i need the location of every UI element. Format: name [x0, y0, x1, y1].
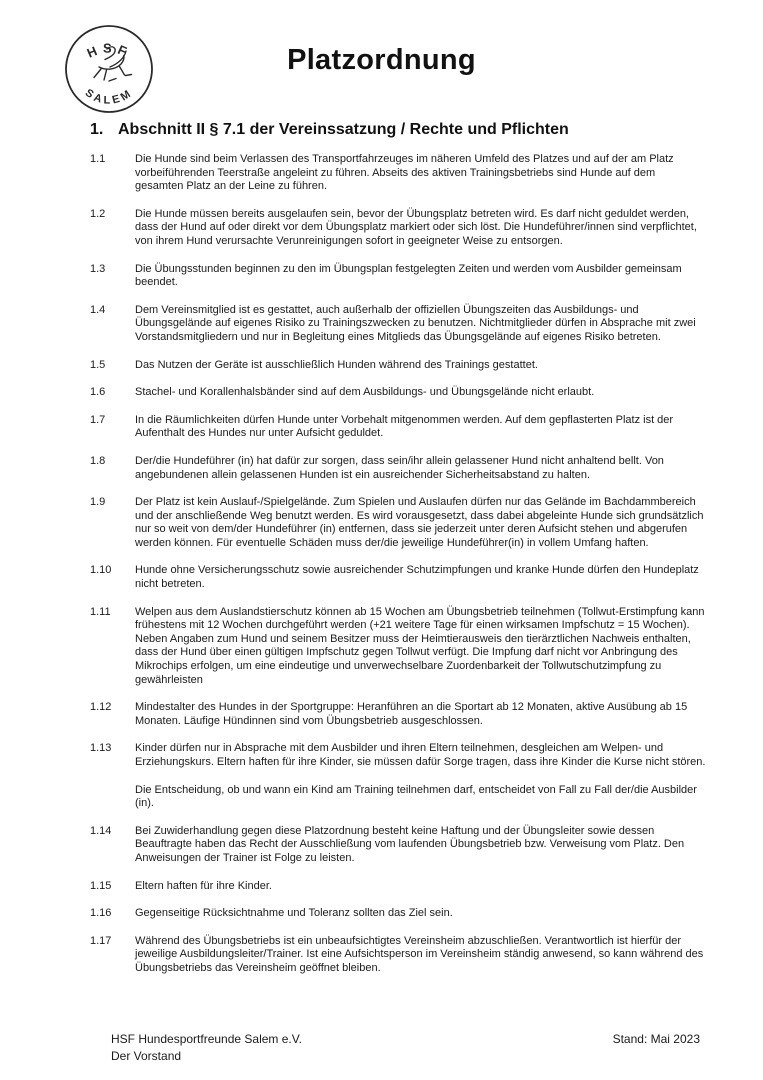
- rule-paragraph: Stachel- und Korallenhalsbänder sind auf dem Ausbildungs- und Übungsgelände nicht erlaubt.: [135, 386, 595, 399]
- rule-text: [135, 742, 706, 810]
- rule-text: [135, 880, 706, 894]
- rule-item: [90, 907, 706, 921]
- footer-left-block: [111, 1031, 302, 1065]
- rule-text: [135, 907, 706, 921]
- rule-item: [90, 564, 706, 591]
- rule-number: 1.7: [90, 413, 106, 426]
- logo-top-text: HSF: [84, 40, 134, 61]
- rule-number: 1.9: [90, 496, 106, 509]
- section-number: 1.: [90, 121, 104, 138]
- rule-number: 1.4: [90, 303, 106, 316]
- rule-paragraph: Gegenseitige Rücksichtnahme und Toleranz sollten das Ziel sein.: [135, 907, 453, 920]
- rule-item: [90, 414, 706, 441]
- rule-paragraph-continued: Die Entscheidung, ob und wann ein Kind am Training teilnehmen darf, entscheidet von Fall zu Fall der/die Ausbilder (in).: [135, 783, 697, 810]
- rule-paragraph: Bei Zuwiderhandlung gegen diese Platzordnung besteht keine Haftung und der Übungsleiter sowie dessen Beauftragte haben das Recht der Ausschließung vom laufenden Übungsbetrieb bzw. Verweisung vom Platz. Den Anweisungen der Trainer ist Folge zu leisten.: [135, 824, 685, 864]
- rule-number: 1.1: [90, 153, 106, 165]
- rule-text: [135, 386, 706, 400]
- rule-text: [135, 564, 706, 591]
- rule-item: [90, 304, 706, 345]
- rule-text: [135, 455, 706, 482]
- rule-item: [90, 455, 706, 482]
- rule-text: [135, 606, 706, 688]
- rule-paragraph: Kinder dürfen nur in Absprache mit dem Ausbilder und ihren Eltern teilnehmen, desgleichen am Welpen- und Erziehungskurs. Eltern haften für ihre Kinder, sie müssen dafür Sorge tragen, dass ihre Kinder die Kurse nicht stören.: [135, 742, 706, 768]
- rule-paragraph: Welpen aus dem Auslandstierschutz können ab 15 Wochen am Übungsbetrieb teilnehmen (Tollwut-Erstimpfung kann frühestens mit 12 Wochen durchgeführt werden (+21 weitere Tage für einen wirksamen Impfschutz = 15 Wochen). Neben Angaben zum Hund und seinem Besitzer muss der Heimtierausweis den tierärztlichen Nachweis enthalten, dass der Hund über einen gültigen Impfschutz gegen Tollwut verfügt. Die Impfung darf nicht vor Anbringung des Mikrochips erfolgen, um eine eindeutige und unverwechselbare Zuordenbarkeit der Tollwutschutzimpfung zu gewährleisten: [135, 605, 705, 686]
- rule-text: [135, 935, 706, 976]
- rule-number: 1.16: [90, 907, 112, 920]
- rule-number: 1.13: [90, 742, 112, 755]
- rule-number: 1.11: [90, 605, 111, 618]
- rule-item: [90, 742, 706, 810]
- footer-organization: HSF Hundesportfreunde Salem e.V.: [111, 1032, 302, 1046]
- rule-paragraph: Mindestalter des Hundes in der Sportgruppe: Heranführen an die Sportart ab 12 Monaten, aktive Ausübung ab 15 Monaten. Läufige Hündinnen sind vom Übungsbetrieb ausgeschlossen.: [135, 701, 688, 727]
- rule-text: [135, 208, 706, 249]
- rule-paragraph: Die Hunde müssen bereits ausgelaufen sein, bevor der Übungsplatz betreten wird. Es darf nicht geduldet werden, dass der Hund auf oder direkt vor dem Übungsplatz markiert oder sich löst. Die Hundeführer/innen sind verpflichtet, von ihrem Hund verursachte Verunreinigungen sofort in geeigneter Weise zu entsorgen.: [135, 207, 697, 247]
- rule-number: 1.17: [90, 934, 112, 947]
- rule-paragraph: Das Nutzen der Geräte ist ausschließlich Hunden während des Trainings gestattet.: [135, 358, 538, 371]
- rule-paragraph: Dem Vereinsmitglied ist es gestattet, auch außerhalb der offiziellen Übungszeiten das Ausbildungs- und Übungsgelände auf eigenes Risiko zu Trainingszwecken zu benutzen. Nichtmitglieder dürfen in Absprache mit zwei Vorstandsmitgliedern und nur in Begleitung eines Mitglieds das Übungsgelände auf eigenes Risiko betreten.: [135, 303, 696, 343]
- rule-number: 1.14: [90, 824, 112, 837]
- footer-signature: Der Vorstand: [111, 1049, 182, 1063]
- rule-item: [90, 880, 706, 894]
- rule-item: [90, 263, 706, 290]
- rule-item: [90, 208, 706, 249]
- section-title: Abschnitt II § 7.1 der Vereinssatzung / Rechte und Pflichten: [118, 121, 569, 138]
- rule-number: 1.12: [90, 701, 112, 714]
- rules-section: [90, 120, 706, 990]
- rule-number: 1.8: [90, 454, 106, 467]
- rule-item: [90, 935, 706, 976]
- rule-item: [90, 359, 706, 373]
- page-footer: [111, 1031, 700, 1065]
- rule-paragraph: Die Hunde sind beim Verlassen des Transportfahrzeuges im näheren Umfeld des Platzes und auf der am Platz vorbeiführenden Teerstraße angeleint zu führen. Abseits des aktiven Trainingsbetriebs sind Hunde auf dem gesamten Platz an der Leine zu führen.: [135, 153, 674, 193]
- rule-text: [135, 153, 706, 194]
- rule-text: [135, 414, 706, 441]
- rule-paragraph: Der/die Hundeführer (in) hat dafür zur sorgen, dass sein/ihr allein gelassener Hund nicht anhaltend bellt. Von angebundenen allein gelassenen Hunden ist ein ausreichender Sicherheitsabstand zu halten.: [135, 454, 664, 481]
- rule-paragraph: In die Räumlichkeiten dürfen Hunde unter Vorbehalt mitgenommen werden. Auf dem gepflasterten Platz ist der Aufenthalt des Hundes nur unter Aufsicht geduldet.: [135, 413, 674, 440]
- svg-text:SALEM: [83, 87, 136, 107]
- rule-text: [135, 263, 706, 290]
- rule-item: [90, 825, 706, 866]
- rule-paragraph: Hunde ohne Versicherungsschutz sowie ausreichender Schutzimpfungen und kranke Hunde dürfen den Hundeplatz nicht betreten.: [135, 564, 699, 591]
- logo-bottom-text: SALEM: [82, 86, 136, 107]
- rule-text: [135, 701, 706, 728]
- rule-number: 1.3: [90, 262, 106, 275]
- rule-number: 1.6: [90, 386, 106, 399]
- rule-number: 1.2: [90, 207, 106, 220]
- rule-number: 1.10: [90, 564, 112, 577]
- rule-text: [135, 304, 706, 345]
- rule-text: [135, 496, 706, 550]
- rule-item: [90, 606, 706, 688]
- rule-text: [135, 359, 706, 373]
- footer-status: Stand: Mai 2023: [612, 1032, 700, 1046]
- rule-paragraph: Eltern haften für ihre Kinder.: [135, 879, 272, 892]
- rule-paragraph: Während des Übungsbetriebs ist ein unbeaufsichtigtes Vereinsheim abzuschließen. Verantwortlich ist hierfür der jeweilige Ausbildungsleiter/Trainer. Ist eine Aufsichtsperson im Vereinsheim ständig anwesend, so kann während des Übungsbetriebs das Vereinsheim geöffnet bleiben.: [135, 934, 704, 974]
- rule-item: [90, 153, 706, 194]
- section-heading: [90, 120, 706, 140]
- rule-text: [135, 825, 706, 866]
- rule-item: [90, 701, 706, 728]
- page-title: Platzordnung: [287, 44, 476, 76]
- rule-number: 1.15: [90, 879, 112, 892]
- rule-paragraph: Die Übungsstunden beginnen zu den im Übungsplan festgelegten Zeiten und werden vom Ausbilder gemeinsam beendet.: [135, 262, 682, 289]
- rules-list: [90, 153, 706, 976]
- rule-item: [90, 496, 706, 550]
- rule-number: 1.5: [90, 358, 106, 371]
- rule-paragraph: Der Platz ist kein Auslauf-/Spielgelände. Zum Spielen und Auslaufen dürfen nur das Gelände im Bachdammbereich und der anschließende Weg benutzt werden. Es wird vorausgesetzt, dass dabei abgeleinte Hunde sich grundsätzlich nur so weit von dem/der Hundeführer (in) entfernen, dass sie jederzeit unter deren Aufsicht stehen und abgerufen werden können. Für eventuelle Schäden muss der/die jeweilige Hundeführer(in) in vollem Umfang haften.: [135, 496, 704, 549]
- rule-item: [90, 386, 706, 400]
